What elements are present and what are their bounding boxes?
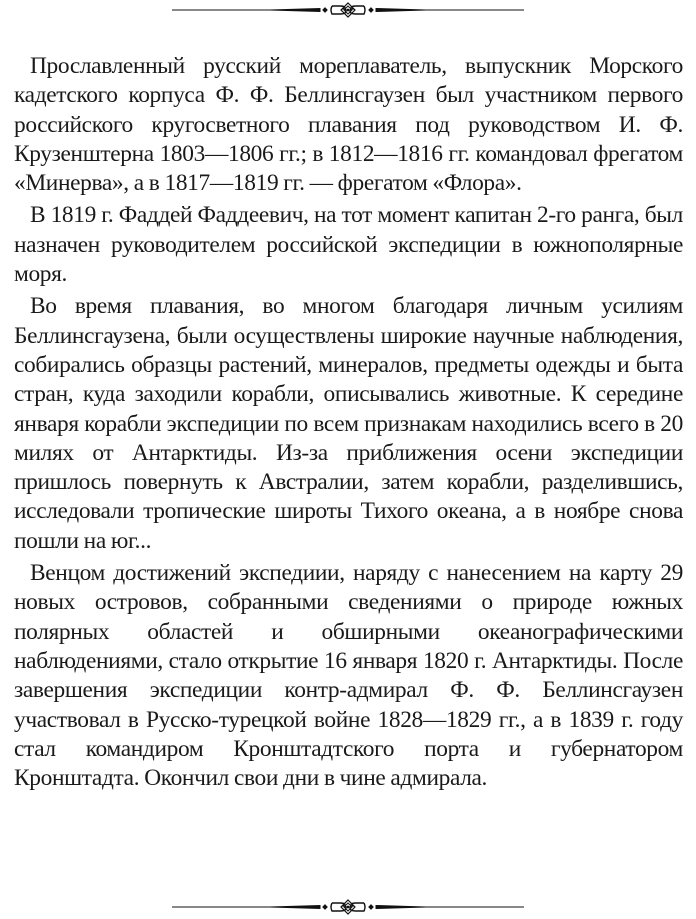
article-body	[14, 52, 683, 793]
paragraph-4: Венцом достижений экспедиии, наряду с нанесением на карту 29 новых островов, собранными сведениями о природе южных полярных областей и обширными океанографическими наблюдениями, стало открытие 16 января 1820 г. Антарктиды. После завершения экспедиции контр-адмирал Ф. Ф. Беллинсгаузен участвовал в Русско-турецкой войне 1828—1829 гг., а в 1839 г. году стал командиром Кронштадтского порта и губернатором Кронштадта. Окончил свои дни в чине адмирала.	[14, 560, 683, 792]
paragraph-2: В 1819 г. Фаддей Фаддеевич, на тот момент капитан 2-го ранга, был назначен руководителем российской экспедиции в южнополярные моря.	[14, 202, 683, 288]
paragraph-1: Прославленный русский мореплаватель, выпускник Морского кадетского корпуса Ф. Ф. Беллинсгаузен был участником первого российского кругосветного плавания под руководством И. Ф. Крузенштерна 1803—1806 гг.; в 1812—1816 гг. командовал фрегатом «Минерва», а в 1817—1819 гг. — фрегатом «Флора».	[14, 53, 683, 197]
bottom-ornament-divider	[170, 899, 526, 915]
paragraph-3: Во время плавания, во многом благодаря личным усилиям Беллинсгаузена, были осуществлены широкие научные наблюдения, собирались образцы растений, минералов, предметы одежды и быта стран, куда заходили корабли, описывались животные. К середине января корабли экспедиции по всем признакам находились всего в 20 милях от Антарктиды. Из-за приближения осени экспедиции пришлось повернуть к Австралии, затем корабли, разделившись, исследовали тропические широты Тихого океана, а в ноябре снова пошли на юг...	[14, 293, 683, 554]
top-ornament-divider	[170, 2, 526, 18]
